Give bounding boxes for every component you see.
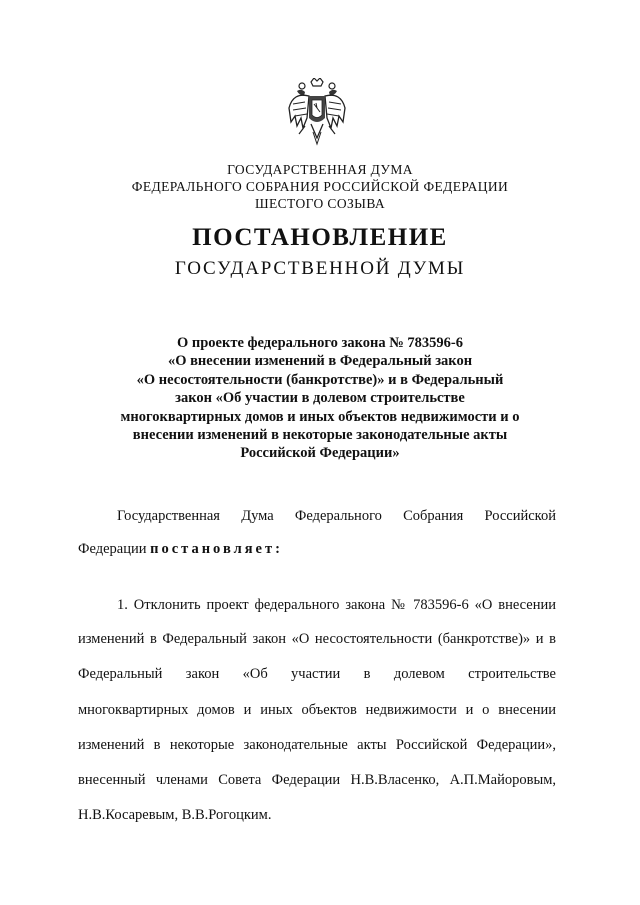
document-title: ПОСТАНОВЛЕНИЕ [192,224,448,251]
preamble-federation: Федерации [78,541,147,557]
heading-line: «О несостоятельности (банкротстве)» и в Федеральный [136,371,504,388]
document-subtitle: ГОСУДАРСТВЕННОЙ ДУМЫ [174,258,466,279]
heading-line: Российской Федерации» [240,445,400,462]
heading-line: О проекте федерального закона № 783596-6 [176,335,464,351]
preamble-resolves: постановляет: [150,541,283,557]
item1-line: 1. Отклонить проект федерального закона № 783596-6 «О внесении [117,597,556,613]
heading-line: внесении изменений в некоторые законодательные акты [132,427,508,444]
double-headed-eagle-icon [287,78,347,146]
item1-line: Н.В.Косаревым, В.В.Рогоцким. [78,807,272,823]
org-line-3: ШЕСТОГО СОЗЫВА [254,196,386,211]
heading-line: «О внесении изменений в Федеральный закон [167,353,473,370]
org-line-1: ГОСУДАРСТВЕННАЯ ДУМА [227,162,413,177]
preamble-line-1: Государственная Дума Федерального Собрания Российской [117,508,556,524]
heading-line: многоквартирных домов и иных объектов недвижимости и о [120,408,520,425]
item1-line: внесенный членами Совета Федерации Н.В.Власенко, А.П.Майоровым, [78,772,556,788]
heading-line: закон «Об участии в долевом строительстве [175,390,465,407]
resolution-heading [60,334,580,463]
item1-line: изменений в некоторые законодательные акты Российской Федерации», [78,737,556,753]
org-line-2: ФЕДЕРАЛЬНОГО СОБРАНИЯ РОССИЙСКОЙ ФЕДЕРАЦИИ [131,179,509,194]
item1-line: Федеральный закон «Об участии в долевом строительстве [78,666,556,682]
preamble-line-2 [78,541,556,558]
item1-line: изменений в Федеральный закон «О несостоятельности (банкротстве)» и в [78,631,556,647]
item1-line: многоквартирных домов и иных объектов недвижимости и о внесении [78,702,556,718]
